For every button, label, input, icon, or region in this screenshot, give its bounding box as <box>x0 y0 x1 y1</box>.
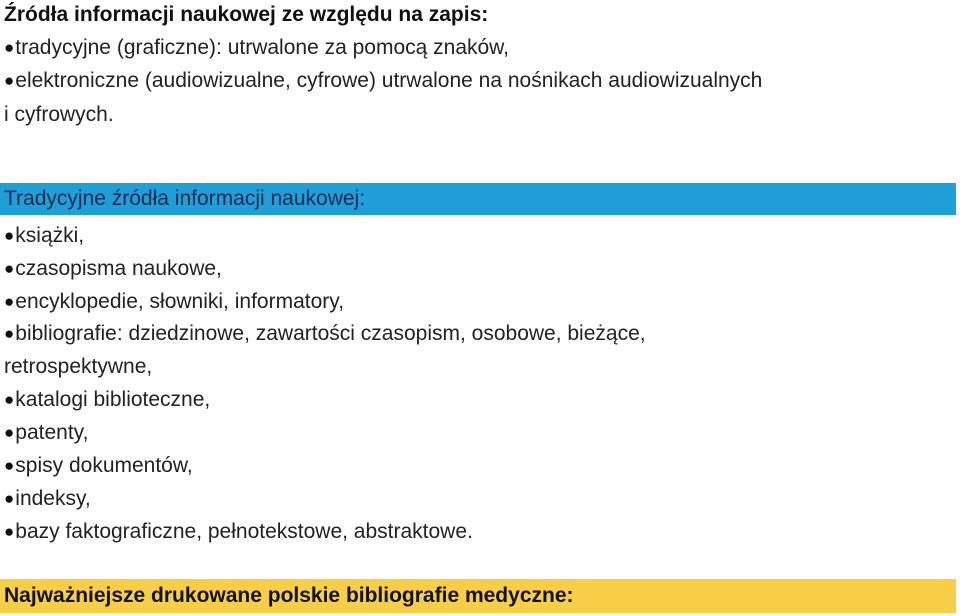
list-item-text: patenty, <box>15 421 89 444</box>
medical-bibliographies-header-band <box>0 579 956 613</box>
list-item-text: bazy faktograficzne, pełnotekstowe, abstraktowe. <box>15 520 473 543</box>
list-item <box>4 386 210 414</box>
list-item <box>4 320 646 348</box>
section-title-medical-bibliographies: Najważniejsze drukowane polskie bibliografie medyczne: <box>4 584 574 607</box>
list-item-text: tradycyjne (graficzne): utrwalone za pomocą znaków, <box>15 36 510 59</box>
bullet-icon: ● <box>4 71 15 90</box>
bullet-icon: ● <box>4 456 15 475</box>
list-item <box>4 67 762 95</box>
list-item-text: czasopisma naukowe, <box>15 257 222 280</box>
list-item <box>4 288 344 316</box>
section-title-traditional: Tradycyjne źródła informacji naukowej: <box>4 187 366 210</box>
list-item <box>4 452 193 480</box>
bullet-icon: ● <box>4 226 15 245</box>
traditional-sources-header-band <box>0 183 956 215</box>
bullet-icon: ● <box>4 390 15 409</box>
list-item-text: indeksy, <box>15 487 91 510</box>
list-item <box>4 518 473 546</box>
list-item-text: spisy dokumentów, <box>15 454 193 477</box>
list-item-text: katalogi biblioteczne, <box>15 388 211 411</box>
list-item <box>4 485 91 513</box>
list-item <box>4 255 222 283</box>
list-item <box>4 419 88 447</box>
list-item-continuation: retrospektywne, <box>4 355 153 378</box>
list-item-continuation: i cyfrowych. <box>4 103 114 126</box>
bullet-icon: ● <box>4 423 15 442</box>
bullet-icon: ● <box>4 38 15 57</box>
list-item-text: elektroniczne (audiowizualne, cyfrowe) utrwalone na nośnikach audiowizualnych <box>15 69 763 92</box>
bullet-icon: ● <box>4 489 15 508</box>
list-item-text: książki, <box>15 224 85 247</box>
list-item <box>4 222 84 250</box>
list-item <box>4 34 509 62</box>
bullet-icon: ● <box>4 292 15 311</box>
bullet-icon: ● <box>4 324 15 343</box>
section-title-record-type: Źródła informacji naukowej ze względu na zapis: <box>4 3 489 26</box>
bullet-icon: ● <box>4 522 15 541</box>
bullet-icon: ● <box>4 259 15 278</box>
list-item-text: bibliografie: dziedzinowe, zawartości czasopism, osobowe, bieżące, <box>15 322 646 345</box>
list-item-text: encyklopedie, słowniki, informatory, <box>15 290 345 313</box>
